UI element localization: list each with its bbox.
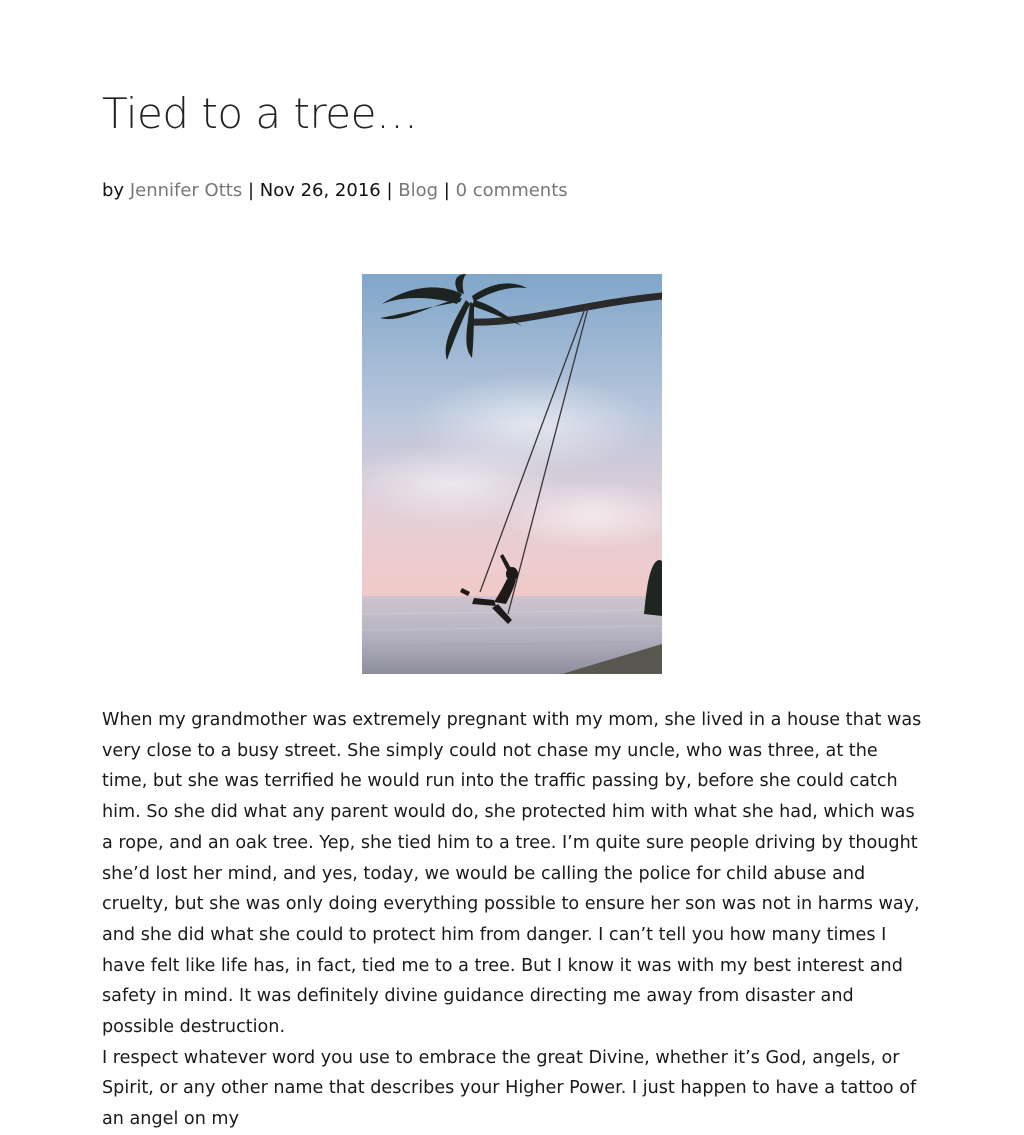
meta-separator: |	[380, 180, 399, 201]
post-meta	[102, 178, 568, 204]
comments-link[interactable]: 0 comments	[455, 180, 568, 201]
by-prefix: by	[102, 180, 130, 201]
paragraph-1: When my grandmother was extremely pregnant with my mom, she lived in a house that was very close to a busy street. She simply could not chase my uncle, who was three, at the time, but she was terrified he would run into the traffic passing by, before she could catch him. So she did what any parent would do, she protected him with what she had, which was a rope, and an oak tree. Yep, she tied him to a tree. I’m quite sure people driving by thought she’d lost her mind, and yes, today, we would be calling the police for child abuse and cruelty, but she was only doing everything possible to ensure her son was not in harms way, and she did what she could to protect him from danger. I can’t tell you how many times I have felt like life has, in fact, tied me to a tree. But I know it was with my best interest and safety in mind. It was definitely divine guidance directing me away from disaster and possible destruction.	[102, 710, 922, 1038]
paragraph-2: I respect whatever word you use to embrace the great Divine, whether it’s God, angels, or Spirit, or any other name that describes your Higher Power. I just happen to have a tattoo of an angel on my	[102, 1047, 917, 1130]
post-date: Nov 26, 2016	[259, 180, 381, 201]
post-content	[102, 705, 924, 1135]
author-link[interactable]: Jennifer Otts	[129, 180, 243, 201]
category-link[interactable]: Blog	[398, 180, 439, 201]
meta-separator: |	[242, 180, 260, 201]
meta-separator: |	[438, 180, 456, 201]
featured-image-swing	[362, 274, 662, 674]
post-title: Tied to a tree…	[102, 89, 418, 138]
